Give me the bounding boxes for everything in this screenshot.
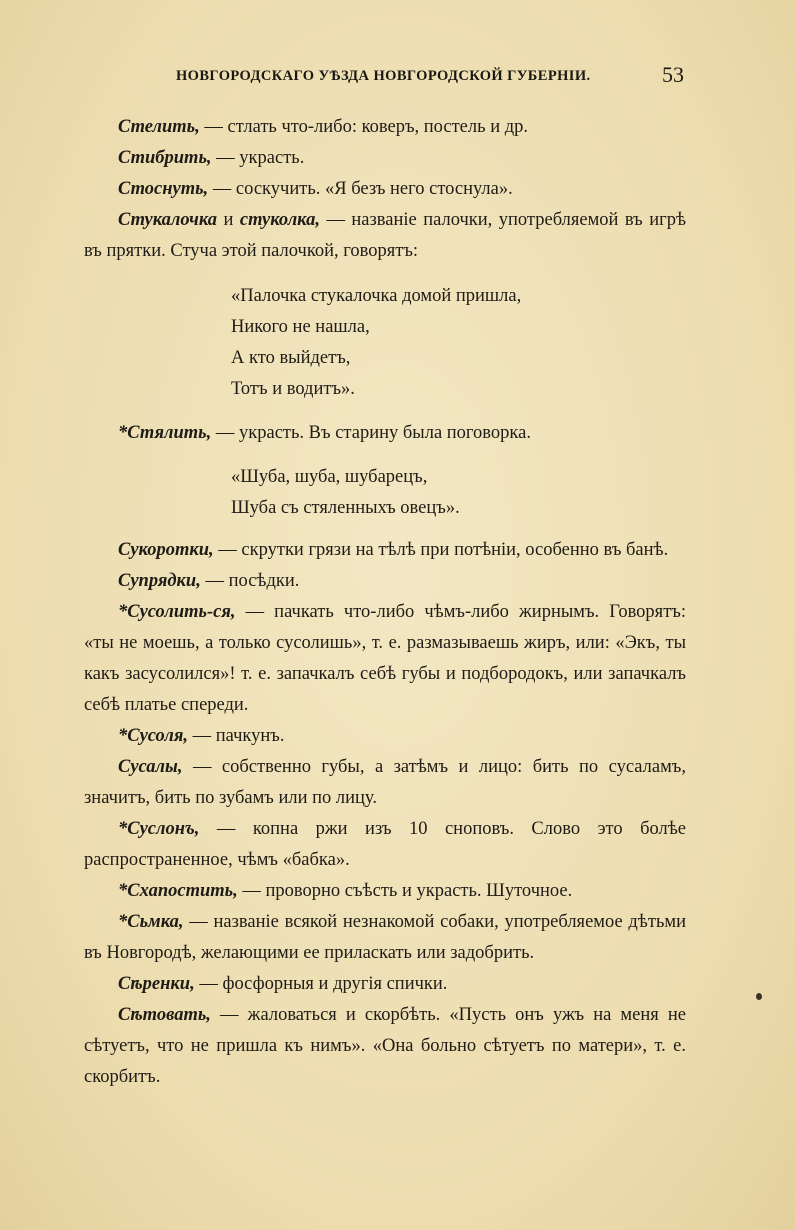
- entry-setovat: [84, 1000, 686, 1093]
- headword: Сусалы,: [118, 757, 183, 777]
- definition: — проворно съѣсть и украсть. Шуточное.: [237, 881, 573, 901]
- definition: — стлать что-либо: коверъ, постель и др.: [199, 117, 529, 137]
- definition: — жаловаться и скорбѣть. «Пусть онъ ужъ на меня не сѣтуетъ, что не пришла къ нимъ». «Она больно сѣтуетъ по матери», т. е. скорбитъ.: [84, 1005, 686, 1087]
- verse-line: Никого не нашла,: [231, 317, 370, 337]
- entry-susolit: [84, 597, 686, 721]
- headword: Стибрить,: [118, 148, 212, 168]
- definition: — скрутки грязи на тѣлѣ при потѣніи, особенно въ банѣ.: [213, 540, 669, 560]
- headword: Сѣренки,: [118, 974, 195, 994]
- entry-susaly: [84, 752, 686, 814]
- entry-sukorotki: [84, 535, 686, 566]
- entry-supryadki: [84, 566, 686, 597]
- headword: *Схапостить,: [118, 881, 238, 901]
- definition: — названіе палочки, употребляемой въ игрѣ въ прятки. Стуча этой палочкой, говорятъ:: [84, 210, 686, 261]
- verse-line: «Шуба, шуба, шубарецъ,: [231, 467, 428, 487]
- definition: — украсть. Въ старину была поговорка.: [211, 423, 531, 443]
- running-header: [118, 62, 688, 92]
- entry-stosnut: [84, 174, 686, 205]
- verse-line: Тотъ и водитъ».: [231, 379, 355, 399]
- verse-line: «Палочка стукалочка домой пришла,: [231, 286, 522, 306]
- headword: Стукалочка: [118, 210, 218, 230]
- definition: — названіе всякой незнакомой собаки, употребляемое дѣтьми въ Новгородѣ, желающими ее приласкать или задобрить.: [84, 912, 686, 963]
- definition: — посѣдки.: [200, 571, 300, 591]
- verse-line: А кто выйдетъ,: [231, 348, 351, 368]
- headword: Сукоротки,: [118, 540, 214, 560]
- entry-stukalochka: [84, 205, 686, 267]
- entry-susolya: [84, 721, 686, 752]
- headword: Супрядки,: [118, 571, 201, 591]
- definition: — пачкунъ.: [188, 726, 285, 746]
- verse-palochka: [84, 281, 686, 405]
- headword: *Суслонъ,: [118, 819, 200, 839]
- headword: *Сусолить-ся,: [118, 602, 236, 622]
- running-title: НОВГОРОДСКАГО УѢЗДА НОВГОРОДСКОЙ ГУБЕРНІИ.: [176, 68, 591, 84]
- headword: *Сьмка,: [118, 912, 184, 932]
- entry-skhapostit: [84, 876, 686, 907]
- definition: — украсть.: [211, 148, 305, 168]
- entry-suslon: [84, 814, 686, 876]
- headword: Стелить,: [118, 117, 200, 137]
- ink-speck: [756, 993, 762, 1000]
- entry-stibrit: [84, 143, 686, 174]
- headword: *Стялить,: [118, 423, 212, 443]
- headword: Сѣтовать,: [118, 1005, 211, 1025]
- dictionary-text: [84, 112, 686, 1093]
- headword-alt: стуколка,: [239, 210, 320, 230]
- headword: *Сусоля,: [118, 726, 188, 746]
- page-number: 53: [662, 62, 684, 87]
- verse-shuba: [84, 462, 686, 524]
- headword: Стоснуть,: [118, 179, 209, 199]
- definition: — копна ржи изъ 10 сноповъ. Слово это болѣе распространенное, чѣмъ «бабка».: [84, 819, 686, 870]
- definition: — соскучить. «Я безъ него стоснула».: [208, 179, 513, 199]
- connector: и: [217, 210, 240, 230]
- entry-symka: [84, 907, 686, 969]
- entry-serenki: [84, 969, 686, 1000]
- definition: — фосфорныя и другія спички.: [194, 974, 448, 994]
- entry-styalit: [84, 418, 686, 449]
- entry-stelit: [84, 112, 686, 143]
- verse-line: Шуба съ стяленныхъ овецъ».: [231, 498, 460, 518]
- definition: — собственно губы, а затѣмъ и лицо: бить по сусаламъ, значитъ, бить по зубамъ или по лицу.: [84, 757, 686, 808]
- definition: — пачкать что-либо чѣмъ-либо жирнымъ. Говорятъ: «ты не моешь, а только сусолишь», т. е. размазываешь жиръ, или: «Экъ, ты какъ засусолился»! т. е. запачкалъ себѣ губы и подбородокъ, или запачкалъ себѣ платье спереди.: [84, 602, 686, 715]
